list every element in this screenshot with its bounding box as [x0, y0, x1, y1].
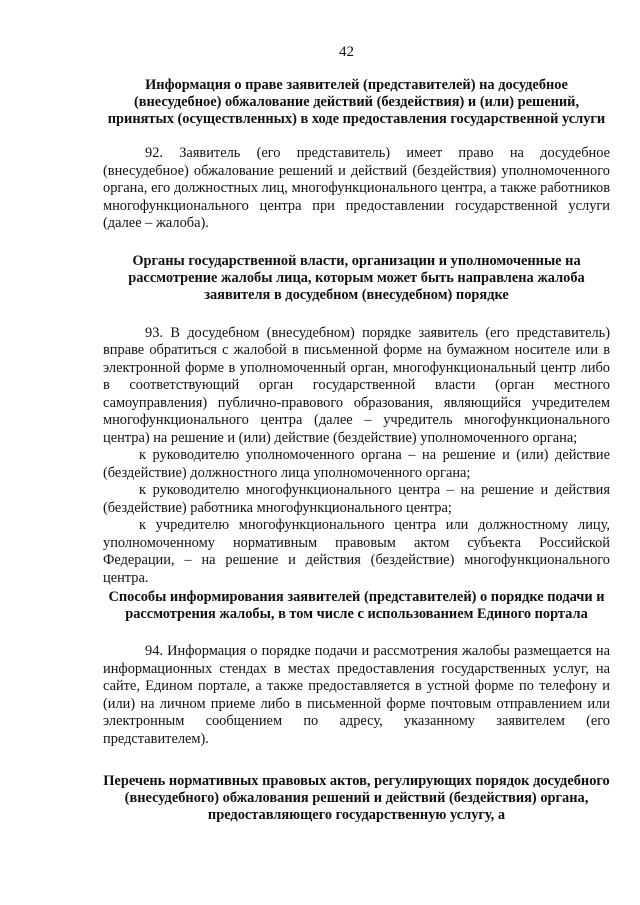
paragraph-93-item-founder-of-mfc: к учредителю многофункционального центра или должностному лицу, уполномоченному нормативным правовым актом субъекта Российской Федерации, – на решение и действия (бездействие) многофункционального центра.: [103, 517, 610, 586]
page-number: 42: [339, 44, 354, 60]
paragraph-92: 92. Заявитель (его представитель) имеет право на досудебное (внесудебное) обжалование решений и действий (бездействия) уполномоченного органа, его должностных лиц, многофункционального центра, а также работников многофункционального центра при предоставлении государственной услуги (далее – жалоба).: [103, 145, 610, 231]
section-heading-informing-methods: Способы информирования заявителей (представителей) о порядке подачи и рассмотрения жалобы, в том числе с использованием Единого портала: [108, 589, 605, 622]
section-heading-complaint-bodies: Органы государственной власти, организации и уполномоченные на рассмотрение жалобы лица, которым может быть направлена жалоба заявителя в досудебном (внесудебном) порядке: [128, 252, 585, 303]
paragraph-93-item-head-of-authority: к руководителю уполномоченного органа – на решение и (или) действие (бездействие) должностного лица уполномоченного органа;: [103, 447, 610, 481]
section-heading-appeal-rights: Информация о праве заявителей (представителей) на досудебное (внесудебное) обжалование действий (бездействия) и (или) решений, принятых (осуществленных) в ходе предоставления государственной услуги: [107, 77, 606, 127]
paragraph-93-item-head-of-mfc: к руководителю многофункционального центра – на решение и действия (бездействие) работника многофункционального центра;: [103, 482, 610, 516]
section-heading-regulatory-acts: Перечень нормативных правовых актов, регулирующих порядок досудебного (внесудебного) обжалования решений и действий (бездействия) органа, предоставляющего государственную услугу, а: [103, 773, 610, 823]
paragraph-94: 94. Информация о порядке подачи и рассмотрения жалобы размещается на информационных стендах в местах предоставления государственных услуг, на сайте, Едином портале, а также предоставляется в устной форме по телефону и (или) на личном приеме либо в письменной форме почтовым отправлением или электронным сообщением по адресу, указанному заявителем (его представителем).: [103, 643, 610, 747]
paragraph-93: 93. В досудебном (внесудебном) порядке заявитель (его представитель) вправе обратиться с жалобой в письменной форме на бумажном носителе или в электронной форме в уполномоченный орган, многофункциональный центр либо в соответствующий орган государственной власти (орган местного самоуправления) публично-правового образования, являющийся учредителем многофункционального центра (далее – учредитель многофункционального центра) на решение и (или) действие (бездействие) уполномоченного органа;: [103, 324, 610, 446]
